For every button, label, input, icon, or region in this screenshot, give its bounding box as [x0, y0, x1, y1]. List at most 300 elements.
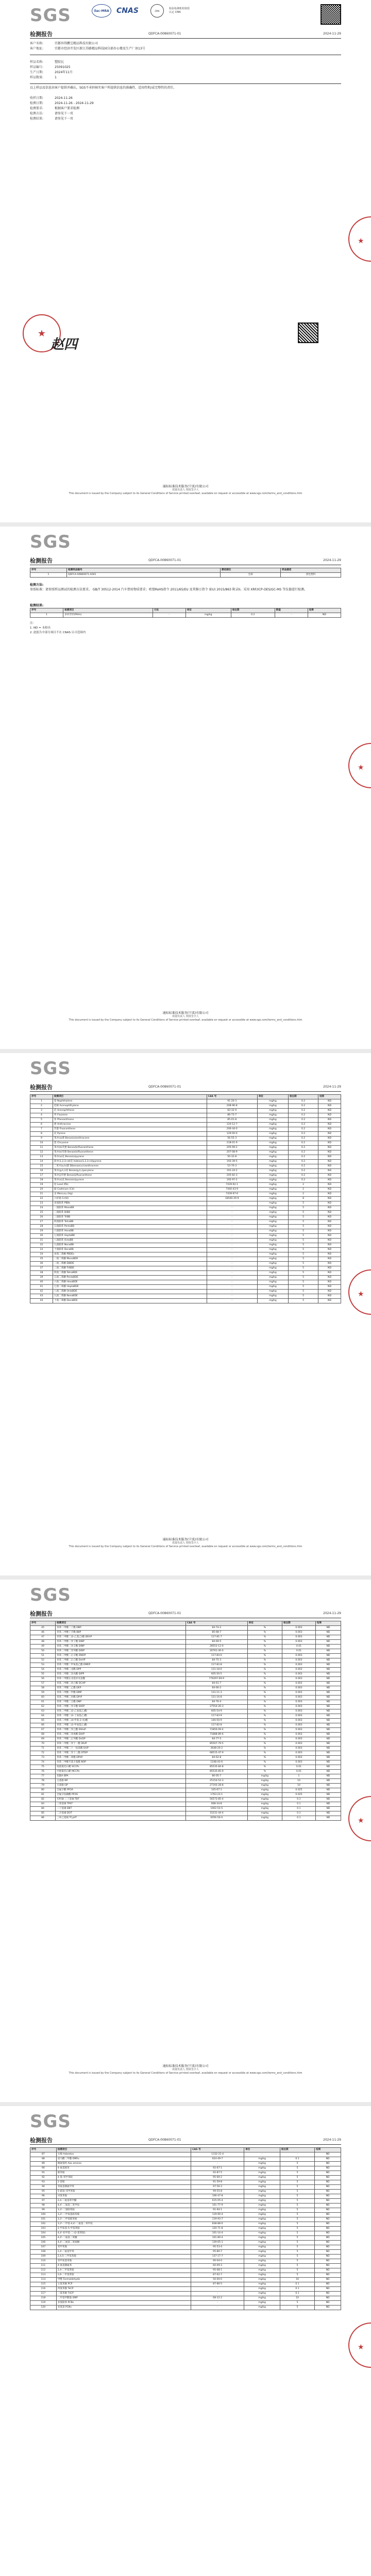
- table-cell: 三氯苯酚 TriCP: [56, 2292, 191, 2296]
- table-cell: 邻苯二甲酸二异十一酯 DIUP: [56, 1742, 186, 1747]
- table-cell: 11: [30, 1146, 53, 1150]
- table-cell: mg/kg: [247, 1816, 282, 1821]
- table-cell: mg/kg: [257, 1239, 288, 1243]
- table-cell: mg/kg: [247, 1807, 282, 1811]
- column-header: 检测项目: [56, 2148, 191, 2153]
- table-row: [30, 1174, 341, 1178]
- table-cell: ND: [315, 1700, 341, 1705]
- table-row: [30, 1709, 341, 1714]
- table-cell: mg/kg: [244, 2231, 280, 2236]
- table-cell: 95-69-2: [191, 2176, 244, 2180]
- table-cell: 86-73-7: [207, 1113, 257, 1118]
- table-row: [30, 2255, 341, 2259]
- table-cell: ND: [315, 2255, 341, 2259]
- table-cell: ND: [315, 2162, 341, 2166]
- table-cell: 5: [280, 2268, 314, 2273]
- table-cell: 5: [280, 2236, 314, 2241]
- table-row: [30, 1793, 341, 1798]
- page-footer: [30, 1011, 341, 1022]
- table-cell: ND: [318, 1276, 341, 1280]
- table-cell: 624-49-7: [191, 2157, 244, 2162]
- table-cell: ND: [315, 2245, 341, 2250]
- test-method: 请参见下一页: [55, 112, 74, 115]
- table-cell: ND: [315, 2222, 341, 2227]
- table-row: [30, 1807, 341, 1811]
- table-cell: %: [247, 1691, 282, 1696]
- table-cell: 6: [30, 1123, 53, 1127]
- table-cell: -: [207, 1248, 257, 1252]
- column-header: 测试部位: [220, 568, 280, 573]
- table-cell: ND: [318, 1234, 341, 1239]
- table-cell: 苯并(a)蒽 Benzo(a)anthracene: [53, 1137, 207, 1141]
- table-cell: 5: [289, 1294, 318, 1299]
- table-cell: 120-12-7: [207, 1123, 257, 1127]
- column-header: CAS 号: [186, 1621, 248, 1626]
- table-cell: 五氯苯酚 PCP: [56, 2282, 191, 2287]
- table-cell: 邻苯二甲酸二十一烷基酯 DUP: [56, 1747, 186, 1751]
- table-cell: %: [247, 1677, 282, 1682]
- table-cell: 0.003: [282, 1682, 316, 1686]
- table-row: [30, 1215, 341, 1220]
- table-cell: 辛基酚 OP: [56, 1784, 186, 1788]
- table-row: [30, 1788, 341, 1793]
- table-cell: 萘 Naphthalene: [53, 1099, 207, 1104]
- table-cell: -: [207, 1220, 257, 1225]
- report-page-4: [0, 1580, 371, 2104]
- table-cell: 205-99-2: [207, 1146, 257, 1150]
- table-cell: 邻苯二甲酸二异辛酯 DIOP: [56, 1705, 186, 1709]
- footer-subtitle: 质量负责人 授权签字人: [172, 2068, 199, 2071]
- table-cell: 51: [30, 1654, 56, 1658]
- divider: [30, 2144, 341, 2145]
- table-cell: 102: [30, 2222, 57, 2227]
- table-cell: 七溴二苯醚 HeptaBDE: [53, 1285, 207, 1290]
- table-cell: mg/kg: [257, 1164, 288, 1169]
- table-cell: 5: [289, 1276, 318, 1280]
- table-cell: 101-80-4: [191, 2236, 244, 2241]
- footer-subtitle: 质量负责人 授权签字人: [172, 1015, 199, 1018]
- table-cell: 0.003: [282, 1714, 316, 1719]
- table-cell: ND: [315, 1811, 341, 1816]
- table-cell: 0.2: [289, 1109, 318, 1113]
- table-cell: 91-59-8: [191, 2180, 244, 2185]
- table-row: [30, 1155, 341, 1160]
- table-cell: 5: [280, 2213, 314, 2217]
- table-cell: 208-96-8: [207, 1104, 257, 1109]
- table-cell: 119: [30, 2301, 57, 2306]
- table-cell: 二甲基甲酰胺 DMF: [56, 2296, 191, 2301]
- table-cell: 5: [280, 2222, 314, 2227]
- table-cell: mg/kg: [257, 1118, 288, 1123]
- table-cell: %: [247, 1709, 282, 1714]
- table-cell: 18540-29-9: [207, 1197, 257, 1201]
- table-cell: 邻苯二甲酸二戊酯 DPP: [56, 1668, 186, 1672]
- table-cell: 86: [30, 1816, 56, 1821]
- table-row: [30, 1243, 341, 1248]
- table-cell: mg/kg: [257, 1271, 288, 1276]
- table-row: [30, 1700, 341, 1705]
- table-cell: 苊烯 Acenaphthylene: [53, 1104, 207, 1109]
- column-header: CAS 号: [191, 2148, 244, 2153]
- footer-subtitle: 质量负责人 授权签字人: [172, 488, 199, 492]
- table-cell: 多溴联苯 PBBs: [53, 1201, 207, 1206]
- table-cell: mg/kg: [244, 2282, 280, 2287]
- table-cell: ND: [315, 1677, 341, 1682]
- table-cell: 90-04-0: [191, 2259, 244, 2264]
- table-cell: 10: [282, 1779, 316, 1784]
- table-cell: 双酚A BPA: [56, 1774, 186, 1779]
- table-cell: 5: [280, 2166, 314, 2171]
- table-row: [30, 1294, 341, 1299]
- table-row: [30, 2268, 341, 2273]
- table-cell: 5: [289, 1215, 318, 1220]
- table-row: [30, 1113, 341, 1118]
- table-cell: 838-88-0: [191, 2222, 244, 2227]
- table-cell: 119-90-4: [191, 2213, 244, 2217]
- table-cell: ND: [318, 1169, 341, 1174]
- table-cell: 5: [289, 1206, 318, 1211]
- table-cell: 5: [289, 1266, 318, 1271]
- table-cell: 0.003: [282, 1626, 316, 1631]
- table-cell: 668-34-8: [186, 1802, 248, 1807]
- table-cell: 六溴二苯醚 HexaBDE: [53, 1280, 207, 1285]
- table-row: [30, 1266, 341, 1271]
- table-row: [30, 1123, 341, 1127]
- table-cell: -: [275, 613, 308, 618]
- table-cell: 1: [30, 1099, 53, 1104]
- table-cell: 776297-69-9: [186, 1677, 248, 1682]
- result-summary-wrap: [30, 608, 341, 618]
- table-row: [30, 1779, 341, 1784]
- table-cell: mg/kg: [247, 1774, 282, 1779]
- table-cell: 邻苯二甲酸二(2-甲氧基乙)酯: [56, 1723, 186, 1728]
- table-cell: 0.003: [282, 1668, 316, 1672]
- red-company-seal: ★: [23, 314, 61, 352]
- table-cell: %: [247, 1728, 282, 1733]
- table-cell: ND: [315, 1719, 341, 1723]
- table-row: [30, 1784, 341, 1788]
- table-cell: ND: [318, 1127, 341, 1132]
- table-cell: mg/kg: [247, 1788, 282, 1793]
- page-separator: [0, 522, 371, 527]
- footer-company: 通标标准技术服务(宁波)有限公司: [162, 2064, 209, 2068]
- table-cell: 0.01: [282, 1765, 316, 1770]
- table-cell: mg/kg: [244, 2245, 280, 2250]
- table-row: [30, 2222, 341, 2227]
- table-cell: 95-80-7: [191, 2250, 244, 2255]
- table-row: [30, 1164, 341, 1169]
- doc-title: 检测报告: [30, 557, 53, 564]
- table-cell: ND: [315, 2194, 341, 2199]
- table-cell: 14: [30, 1160, 53, 1164]
- table-cell: ND: [315, 1756, 341, 1760]
- table-cell: 5: [280, 2227, 314, 2231]
- table-cell: ND: [315, 2241, 341, 2245]
- table-cell: mg/kg: [257, 1160, 288, 1164]
- table-cell: ND: [315, 1658, 341, 1663]
- table-cell: mg/kg: [247, 1811, 282, 1816]
- table-cell: 苯并(g,h,i)苝 Benzo(g,h,i)perylene: [53, 1169, 207, 1174]
- table-cell: 91-20-3: [207, 1099, 257, 1104]
- table-header-row: [30, 2148, 341, 2153]
- edge-seal: ★: [340, 1796, 371, 1853]
- table-row: [30, 1109, 341, 1113]
- edge-seal: ★: [340, 1269, 371, 1326]
- table-cell: mg/kg: [244, 2236, 280, 2241]
- table-row: [30, 1099, 341, 1104]
- table-cell: 117-83-9: [186, 1714, 248, 1719]
- table-cell: ND: [315, 2278, 341, 2282]
- table-cell: 5: [289, 1257, 318, 1262]
- table-cell: mg/kg: [257, 1132, 288, 1137]
- table-row: [30, 1271, 341, 1276]
- table-row: [30, 1183, 341, 1188]
- table-cell: 邻苯二甲酸二乙酯 DEP: [56, 1686, 186, 1691]
- table-cell: ND: [315, 2296, 341, 2301]
- table-cell: 三溴二苯醚 TriBDE: [53, 1266, 207, 1271]
- table-cell: ND: [315, 2236, 341, 2241]
- table-cell: 5: [289, 1229, 318, 1234]
- table-cell: ND: [315, 2250, 341, 2255]
- table-cell: ND: [318, 1201, 341, 1206]
- table-cell: 46: [30, 1631, 56, 1635]
- table-cell: 10: [282, 1784, 316, 1788]
- table-cell: 38: [30, 1271, 53, 1276]
- notes: [30, 621, 341, 635]
- divider: [30, 38, 341, 39]
- table-cell: mg/kg: [244, 2273, 280, 2278]
- table-cell: 5: [280, 2217, 314, 2222]
- table-cell: ND: [318, 1137, 341, 1141]
- table-cell: ND: [318, 1155, 341, 1160]
- table-cell: 5: [280, 2273, 314, 2278]
- table-cell: ND: [315, 1742, 341, 1747]
- table-cell: mg/kg: [257, 1123, 288, 1127]
- table-cell: 81: [30, 1793, 56, 1798]
- footer-fineprint: This document is issued by the Company subject to its General Conditions of Service printed overleaf, available on request or accessible at www.sgs.com/terms_and_conditions.htm: [69, 1545, 302, 1548]
- table-cell: 0.003: [282, 1677, 316, 1682]
- table-cell: 97: [30, 2199, 57, 2204]
- production-date: 2024年11月: [55, 71, 73, 74]
- table-cell: -: [280, 2153, 314, 2157]
- table-cell: 92-67-1: [191, 2166, 244, 2171]
- table-cell: mg/kg: [257, 1276, 288, 1280]
- sgs-logo: SGS: [30, 1058, 71, 1079]
- table-cell: 邻苯二甲酸二异癸酯 DIDP: [56, 1649, 186, 1654]
- table-cell: -: [191, 2287, 244, 2292]
- table-cell: 40: [30, 1280, 53, 1285]
- table-cell: 邻苯二甲酸二环己酯 DCHP: [56, 1682, 186, 1686]
- table-cell: 0.1: [282, 1811, 316, 1816]
- table-cell: 3: [30, 1109, 53, 1113]
- table-cell: 137-17-7: [191, 2255, 244, 2259]
- table-cell: mg/kg: [257, 1201, 288, 1206]
- column-header: 单位: [257, 1095, 288, 1099]
- table-cell: 146-50-9: [186, 1719, 248, 1723]
- column-header: 单位: [185, 608, 231, 613]
- table-cell: ND: [315, 1728, 341, 1733]
- table-cell: 邻苯二甲酸二甲氧基乙酯 DMEP: [56, 1663, 186, 1668]
- table-row: [30, 2199, 341, 2204]
- table-cell: ND: [315, 2208, 341, 2213]
- column-header: 检测项目: [56, 1621, 186, 1626]
- table-cell: mg/kg: [257, 1192, 288, 1197]
- table-cell: mg/kg: [244, 2180, 280, 2185]
- table-cell: 0.2: [289, 1141, 318, 1146]
- table-cell: mg/kg: [244, 2278, 280, 2282]
- table-cell: ND: [318, 1280, 341, 1285]
- table-cell: 1: [30, 613, 63, 618]
- table-cell: %: [247, 1714, 282, 1719]
- sample-table: [30, 568, 341, 578]
- table-cell: %: [247, 1645, 282, 1649]
- table-cell: 0.1: [282, 1816, 316, 1821]
- table-cell: %: [247, 1640, 282, 1645]
- table-row: [30, 2245, 341, 2250]
- column-header: 检测项目: [53, 1095, 207, 1099]
- table-cell: mg/kg: [244, 2287, 280, 2292]
- table-cell: 24: [30, 1206, 53, 1211]
- table-row: [30, 2306, 341, 2310]
- table-cell: 31: [30, 1239, 53, 1243]
- table-cell: -: [207, 1299, 257, 1303]
- table-cell: 61: [30, 1700, 56, 1705]
- table-row: [30, 1719, 341, 1723]
- table-cell: mg/kg: [244, 2166, 280, 2171]
- table-cell: 25: [30, 1211, 53, 1215]
- table-cell: %: [247, 1705, 282, 1709]
- sample-table-wrap: [30, 568, 341, 578]
- table-cell: %: [247, 1723, 282, 1728]
- table-row: [30, 1234, 341, 1239]
- table-cell: mg/kg: [257, 1294, 288, 1299]
- table-cell: 0.003: [282, 1658, 316, 1663]
- table-cell: 0.2: [289, 1099, 318, 1104]
- report-number: QDFCA-00860071-01: [148, 32, 181, 36]
- table-header-row: [30, 1095, 341, 1099]
- table-cell: 5: [289, 1299, 318, 1303]
- table-cell: mg/kg: [257, 1257, 288, 1262]
- table-cell: 三环己基锡 TCyHT: [56, 1816, 186, 1821]
- table-row: [30, 1816, 341, 1821]
- result-table-wrap: [30, 1094, 341, 1303]
- table-cell: 5: [289, 1290, 318, 1294]
- table-cell: 0.1: [280, 2287, 314, 2292]
- table-cell: 0.2: [289, 1137, 318, 1141]
- table-cell: ND: [315, 2166, 341, 2171]
- table-cell: mg/kg: [244, 2255, 280, 2259]
- table-cell: ND: [315, 1696, 341, 1700]
- table-cell: 铅 Lead (Pb): [53, 1183, 207, 1188]
- table-cell: 3,3'-二氯联苯胺: [56, 2208, 191, 2213]
- table-cell: 5: [289, 1220, 318, 1225]
- table-cell: ND: [318, 1188, 341, 1192]
- column-header: 序号: [30, 568, 67, 573]
- table-row: [30, 1626, 341, 1631]
- table-cell: 92: [30, 2176, 57, 2180]
- table-cell: -: [207, 1262, 257, 1266]
- table-cell: 5: [289, 1201, 318, 1206]
- table-row: [30, 613, 341, 618]
- column-header: 单位: [247, 1621, 282, 1626]
- table-cell: mg/kg: [244, 2157, 280, 2162]
- table-row: [30, 1737, 341, 1742]
- table-cell: 87-62-7: [191, 2273, 244, 2278]
- table-row: [30, 1774, 341, 1779]
- table-cell: 2,6-二甲基苯胺: [56, 2273, 191, 2278]
- table-cell: ND: [315, 1733, 341, 1737]
- table-cell: ND: [315, 1631, 341, 1635]
- table-cell: mg/kg: [257, 1141, 288, 1146]
- table-cell: 苯并(b)荧蒽 Benzo(b)fluoranthene: [53, 1146, 207, 1150]
- table-cell: 98: [30, 2204, 57, 2208]
- table-cell: 7: [30, 1127, 53, 1132]
- table-cell: ND: [315, 1751, 341, 1756]
- table-cell: 0.1: [280, 2292, 314, 2296]
- table-cell: -: [153, 613, 185, 618]
- table-cell: 四氯苯酚 TeCP: [56, 2287, 191, 2292]
- table-cell: ND: [318, 1285, 341, 1290]
- table-cell: 605-54-9: [186, 1709, 248, 1714]
- table-cell: 605-50-5: [186, 1672, 248, 1677]
- report-number: QDFCA-00860071-01: [148, 1085, 181, 1089]
- table-row: [30, 1239, 341, 1243]
- table-row: [30, 1714, 341, 1719]
- table-row: [30, 1299, 341, 1303]
- table-cell: 74: [30, 1760, 56, 1765]
- table-cell: 邻苯二甲酸二正辛酯 DNOP: [56, 1654, 186, 1658]
- table-cell: 207-08-9: [207, 1150, 257, 1155]
- report-number: QDFCA-00860071-01: [148, 1612, 181, 1615]
- table-cell: mg/kg: [257, 1183, 288, 1188]
- table-cell: 2: [289, 1192, 318, 1197]
- table-row: [30, 2153, 341, 2157]
- table-row: [30, 2227, 341, 2231]
- table-cell: 5: [289, 1252, 318, 1257]
- table-row: [30, 2176, 341, 2180]
- table-cell: ND: [318, 1123, 341, 1127]
- table-cell: -: [191, 2306, 244, 2310]
- table-cell: 73: [30, 1756, 56, 1760]
- table-cell: mg/kg: [257, 1290, 288, 1294]
- table-cell: 5: [289, 1234, 318, 1239]
- table-cell: ND: [315, 2259, 341, 2264]
- table-cell: 50-32-8: [207, 1155, 257, 1160]
- table-cell: 5: [289, 1271, 318, 1276]
- table-row: [30, 1705, 341, 1709]
- table-cell: 邻甲苯胺: [56, 2245, 191, 2250]
- table-cell: 0.1: [282, 1798, 316, 1802]
- table-row: [30, 1733, 341, 1737]
- table-cell: 5: [289, 1239, 318, 1243]
- table-cell: ND: [308, 613, 341, 618]
- table-row: [30, 2278, 341, 2282]
- table-cell: ND: [318, 1262, 341, 1266]
- table-cell: 8: [289, 1197, 318, 1201]
- table-cell: 119-93-7: [191, 2217, 244, 2222]
- table-cell: 91: [30, 2171, 57, 2176]
- table-cell: 多环芳烃(PAHs): [63, 613, 153, 618]
- table-cell: mg/kg: [247, 1802, 282, 1807]
- table-cell: 114: [30, 2278, 57, 2282]
- table-cell: ND: [315, 2227, 341, 2231]
- table-cell: %: [247, 1649, 282, 1654]
- table-cell: %: [247, 1672, 282, 1677]
- table-cell: 48: [30, 1640, 56, 1645]
- table-cell: ND: [318, 1294, 341, 1299]
- table-cell: 5: [280, 2250, 314, 2255]
- table-cell: 84: [30, 1807, 56, 1811]
